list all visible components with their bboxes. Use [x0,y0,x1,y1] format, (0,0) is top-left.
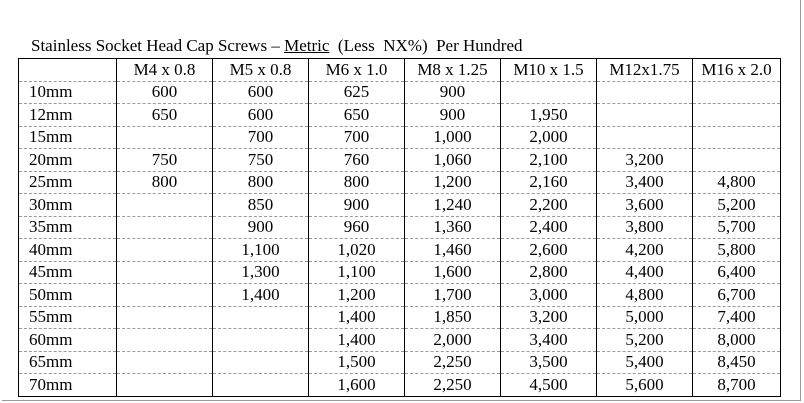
title-part-2: (Less NX%) Per Hundred [329,36,523,55]
size-cell: 15mm [19,126,117,149]
header-cell: M6 x 1.0 [309,59,405,82]
price-cell: 900 [405,81,501,104]
price-cell: 5,600 [597,374,693,397]
price-cell [597,81,693,104]
price-cell: 1,200 [309,284,405,307]
table-row [19,261,781,284]
header-cell: M4 x 0.8 [117,59,213,82]
price-cell: 1,100 [213,239,309,262]
price-cell: 1,360 [405,216,501,239]
price-cell: 5,000 [597,306,693,329]
size-cell: 35mm [19,216,117,239]
price-cell: 2,100 [501,149,597,172]
price-cell: 2,400 [501,216,597,239]
price-cell: 1,200 [405,171,501,194]
table-row [19,374,781,397]
price-cell: 2,250 [405,351,501,374]
price-cell [597,104,693,127]
size-cell: 25mm [19,171,117,194]
price-cell: 650 [117,104,213,127]
price-cell: 750 [117,149,213,172]
price-cell: 4,800 [693,171,781,194]
size-cell: 10mm [19,81,117,104]
size-cell: 65mm [19,351,117,374]
price-cell: 3,500 [501,351,597,374]
price-cell: 1,600 [309,374,405,397]
size-cell: 40mm [19,239,117,262]
price-cell: 1,300 [213,261,309,284]
table-row [19,351,781,374]
price-cell [597,126,693,149]
price-cell: 7,400 [693,306,781,329]
price-cell [693,104,781,127]
table-row [19,306,781,329]
price-cell: 2,600 [501,239,597,262]
price-cell: 6,400 [693,261,781,284]
price-cell: 900 [309,194,405,217]
table-row [19,216,781,239]
size-cell: 45mm [19,261,117,284]
size-cell: 50mm [19,284,117,307]
price-cell: 4,400 [597,261,693,284]
price-cell: 1,500 [309,351,405,374]
price-cell [501,81,597,104]
table-row [19,239,781,262]
price-cell [117,306,213,329]
price-cell: 1,000 [405,126,501,149]
header-cell: M5 x 0.8 [213,59,309,82]
price-cell: 2,000 [405,329,501,352]
price-cell [213,329,309,352]
table-row [19,126,781,149]
price-cell [117,261,213,284]
price-cell: 3,200 [501,306,597,329]
price-cell [213,306,309,329]
size-cell: 30mm [19,194,117,217]
price-cell: 800 [117,171,213,194]
price-cell: 5,700 [693,216,781,239]
price-cell: 850 [213,194,309,217]
price-cell: 2,000 [501,126,597,149]
price-cell: 600 [213,81,309,104]
price-cell [117,194,213,217]
price-cell: 2,160 [501,171,597,194]
price-cell [117,374,213,397]
size-cell: 55mm [19,306,117,329]
price-cell [117,351,213,374]
price-cell: 900 [213,216,309,239]
price-cell: 3,200 [597,149,693,172]
price-cell: 1,400 [309,329,405,352]
size-cell: 12mm [19,104,117,127]
price-cell: 700 [309,126,405,149]
table-row [19,194,781,217]
price-cell: 2,800 [501,261,597,284]
price-cell [117,284,213,307]
table-row [19,149,781,172]
price-table [18,58,781,397]
price-cell: 8,000 [693,329,781,352]
table-row [19,171,781,194]
price-cell: 5,800 [693,239,781,262]
title-part-metric: Metric [284,36,330,55]
price-cell: 1,850 [405,306,501,329]
price-cell: 700 [213,126,309,149]
table-body [19,59,781,397]
price-cell: 3,000 [501,284,597,307]
price-cell: 800 [309,171,405,194]
price-cell [117,329,213,352]
price-cell: 600 [213,104,309,127]
size-cell: 70mm [19,374,117,397]
price-cell: 750 [213,149,309,172]
header-cell: M8 x 1.25 [405,59,501,82]
title-part-1: Stainless Socket Head Cap Screws – [31,36,285,55]
price-cell: 4,500 [501,374,597,397]
price-cell: 600 [117,81,213,104]
price-cell [213,351,309,374]
header-row [19,59,781,82]
size-cell: 60mm [19,329,117,352]
price-cell: 8,450 [693,351,781,374]
price-cell: 900 [405,104,501,127]
price-cell: 1,060 [405,149,501,172]
price-cell: 1,700 [405,284,501,307]
price-cell: 2,200 [501,194,597,217]
table-row [19,104,781,127]
price-cell: 5,200 [597,329,693,352]
table-title [31,36,523,56]
price-cell: 4,800 [597,284,693,307]
table-row [19,81,781,104]
price-cell: 1,400 [309,306,405,329]
price-cell: 3,400 [597,171,693,194]
price-cell: 800 [213,171,309,194]
header-cell [19,59,117,82]
price-cell [693,126,781,149]
price-cell: 1,240 [405,194,501,217]
header-cell: M10 x 1.5 [501,59,597,82]
price-cell [693,149,781,172]
price-cell: 1,460 [405,239,501,262]
price-cell [117,239,213,262]
price-cell: 3,600 [597,194,693,217]
header-cell: M16 x 2.0 [693,59,781,82]
price-cell [213,374,309,397]
price-cell: 1,400 [213,284,309,307]
price-cell: 960 [309,216,405,239]
table-row [19,329,781,352]
price-cell: 3,800 [597,216,693,239]
price-cell [693,81,781,104]
price-cell [117,216,213,239]
size-cell: 20mm [19,149,117,172]
price-cell: 650 [309,104,405,127]
price-cell: 760 [309,149,405,172]
price-cell: 6,700 [693,284,781,307]
price-cell: 1,600 [405,261,501,284]
price-cell: 8,700 [693,374,781,397]
price-cell: 4,200 [597,239,693,262]
table-row [19,284,781,307]
price-cell: 1,020 [309,239,405,262]
price-cell [117,126,213,149]
price-cell: 2,250 [405,374,501,397]
price-cell: 1,950 [501,104,597,127]
price-cell: 3,400 [501,329,597,352]
price-cell: 5,200 [693,194,781,217]
header-cell: M12x1.75 [597,59,693,82]
price-cell: 625 [309,81,405,104]
price-cell: 5,400 [597,351,693,374]
price-cell: 1,100 [309,261,405,284]
